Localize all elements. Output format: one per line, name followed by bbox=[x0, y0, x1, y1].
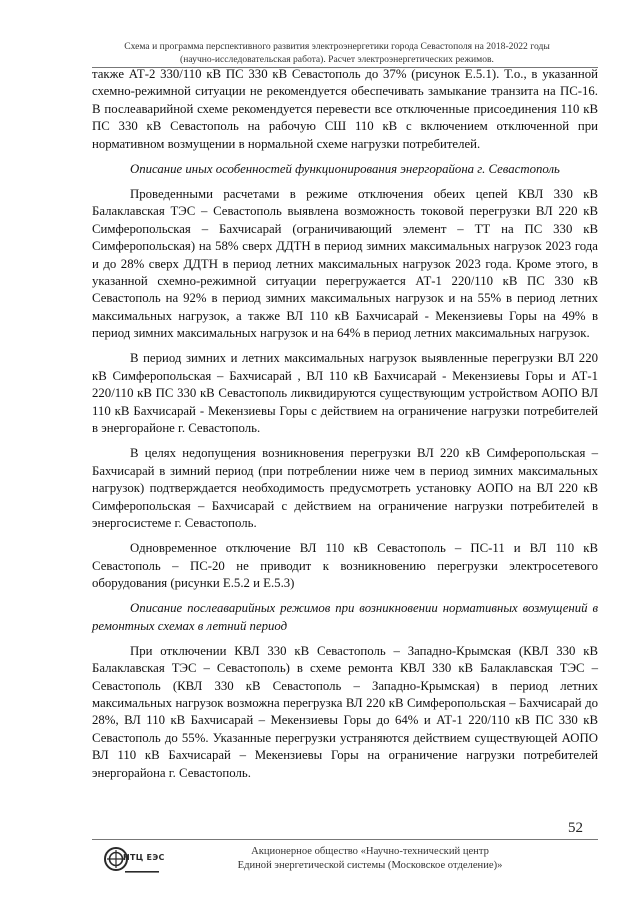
logo-text: НТЦ ЕЭС bbox=[123, 853, 165, 862]
paragraph-overload-liquidation: В период зимних и летних максимальных нагрузок выявленные перегрузки ВЛ 220 кВ Симферопольская – Бахчисарай , ВЛ 110 кВ Бахчисарай - Мекензиевы Горы и АТ-1 220/110 кВ ПС 330 кВ Севастополь ликвидируются существующим устройством АОПО ВЛ 110 кВ Бахчисарай - Мекензиевы Горы с действием на ограничение нагрузки потребителей в энергорайоне г. Севастополь. bbox=[92, 351, 598, 436]
subheading-post-emergency: Описание послеаварийных режимов при возникновении нормативных возмущений в ремонтных схемах в летний период bbox=[92, 601, 598, 633]
paragraph-repair-scheme: При отключении КВЛ 330 кВ Севастополь – Западно-Крымская (КВЛ 330 кВ Балаклавская ТЭС – Севастополь) в схеме ремонта КВЛ 330 кВ Балаклавская ТЭС – Севастополь (КВЛ 330 кВ Севастополь – Западно-Крымская) в период летних максимальных нагрузок возможна перегрузка ВЛ 220 кВ Симферопольская – Бахчисарай до 28%, ВЛ 110 кВ Бахчисарай – Мекензиевы Горы до 64% и АТ-1 220/110 кВ ПС 330 кВ Севастополь до 55%. Указанные перегрузки устраняются действием существующей АОПО ВЛ 110 кВ Бахчисарай – Мекензиевы Горы на ограничение нагрузки потребителей энергорайона г. Севастополь. bbox=[92, 643, 598, 780]
paragraph-prevention: В целях недопущения возникновения перегрузки ВЛ 220 кВ Симферопольская – Бахчисарай в зимний период (при потреблении ниже чем в период зимних максимальных нагрузок) подтверждается необходимость предусмотреть установку АОПО на ВЛ 220 кВ Симферопольская – Бахчисарай с действием на ограничение нагрузки потребителей в энергосистеме г. Севастополь. bbox=[92, 446, 598, 530]
header-line-1: Схема и программа перспективного развития электроэнергетики города Севастополя на 2018-2022 годы bbox=[124, 41, 550, 52]
footer-line-1: Акционерное общество «Научно-технический центр bbox=[251, 846, 489, 857]
paragraph-continuation: также АТ-2 330/110 кВ ПС 330 кВ Севастополь до 37% (рисунок Е.5.1). Т.о., в указанной схемно-режимной ситуации не рекомендуется обеспечивать замыкание транзита на ПС-16. В послеаварийной схеме рекомендуется перевести все отключенные присоединения 110 кВ ПС 330 кВ Севастополь на рабочую СШ 110 кВ с включением отключенной при нормативном возмущении в нормальной схеме нагрузки потребителей. bbox=[92, 67, 598, 151]
paragraph-simultaneous-disconnection: Одновременное отключение ВЛ 110 кВ Севастополь – ПС-11 и ВЛ 110 кВ Севастополь – ПС-20 не приводит к возникновению перегрузки электросетевого оборудования (рисунки Е.5.2 и Е.5.3) bbox=[92, 541, 598, 590]
page-footer bbox=[200, 845, 540, 873]
page-header bbox=[92, 40, 582, 66]
document-body bbox=[92, 66, 598, 790]
subheading-other-features: Описание иных особенностей функционирования энергорайона г. Севастополь bbox=[130, 161, 560, 176]
paragraph-calculations: Проведенными расчетами в режиме отключения обеих цепей КВЛ 330 кВ Балаклавская ТЭС – Севастополь выявлена возможность токовой перегрузки ВЛ 220 кВ Симферопольская – Бахчисарай (ограничивающий элемент – ТТ на ПС 330 кВ Симферопольская) на 58% сверх ДДТН в период зимних максимальных нагрузок 2023 года и до 28% сверх ДДТН в период летних максимальных нагрузок 2023 года. Кроме этого, в указанной схемно-режимной ситуации перегружается АТ-1 220/110 кВ ПС 330 кВ Севастополь на 92% в период зимних максимальных нагрузок и на 55% в период летних максимальных нагрузок, а также ВЛ 110 кВ Бахчисарай - Мекензиевы Горы на 49% в период зимних максимальных нагрузок и на 64% в период летних максимальных нагрузок. bbox=[92, 187, 598, 341]
header-line-2: (научно-исследовательская работа). Расчет электроэнергетических режимов. bbox=[180, 54, 494, 65]
footer-divider bbox=[92, 839, 598, 840]
footer-line-2: Единой энергетической системы (Московское отделение)» bbox=[237, 860, 503, 871]
page-number: 52 bbox=[568, 820, 583, 836]
